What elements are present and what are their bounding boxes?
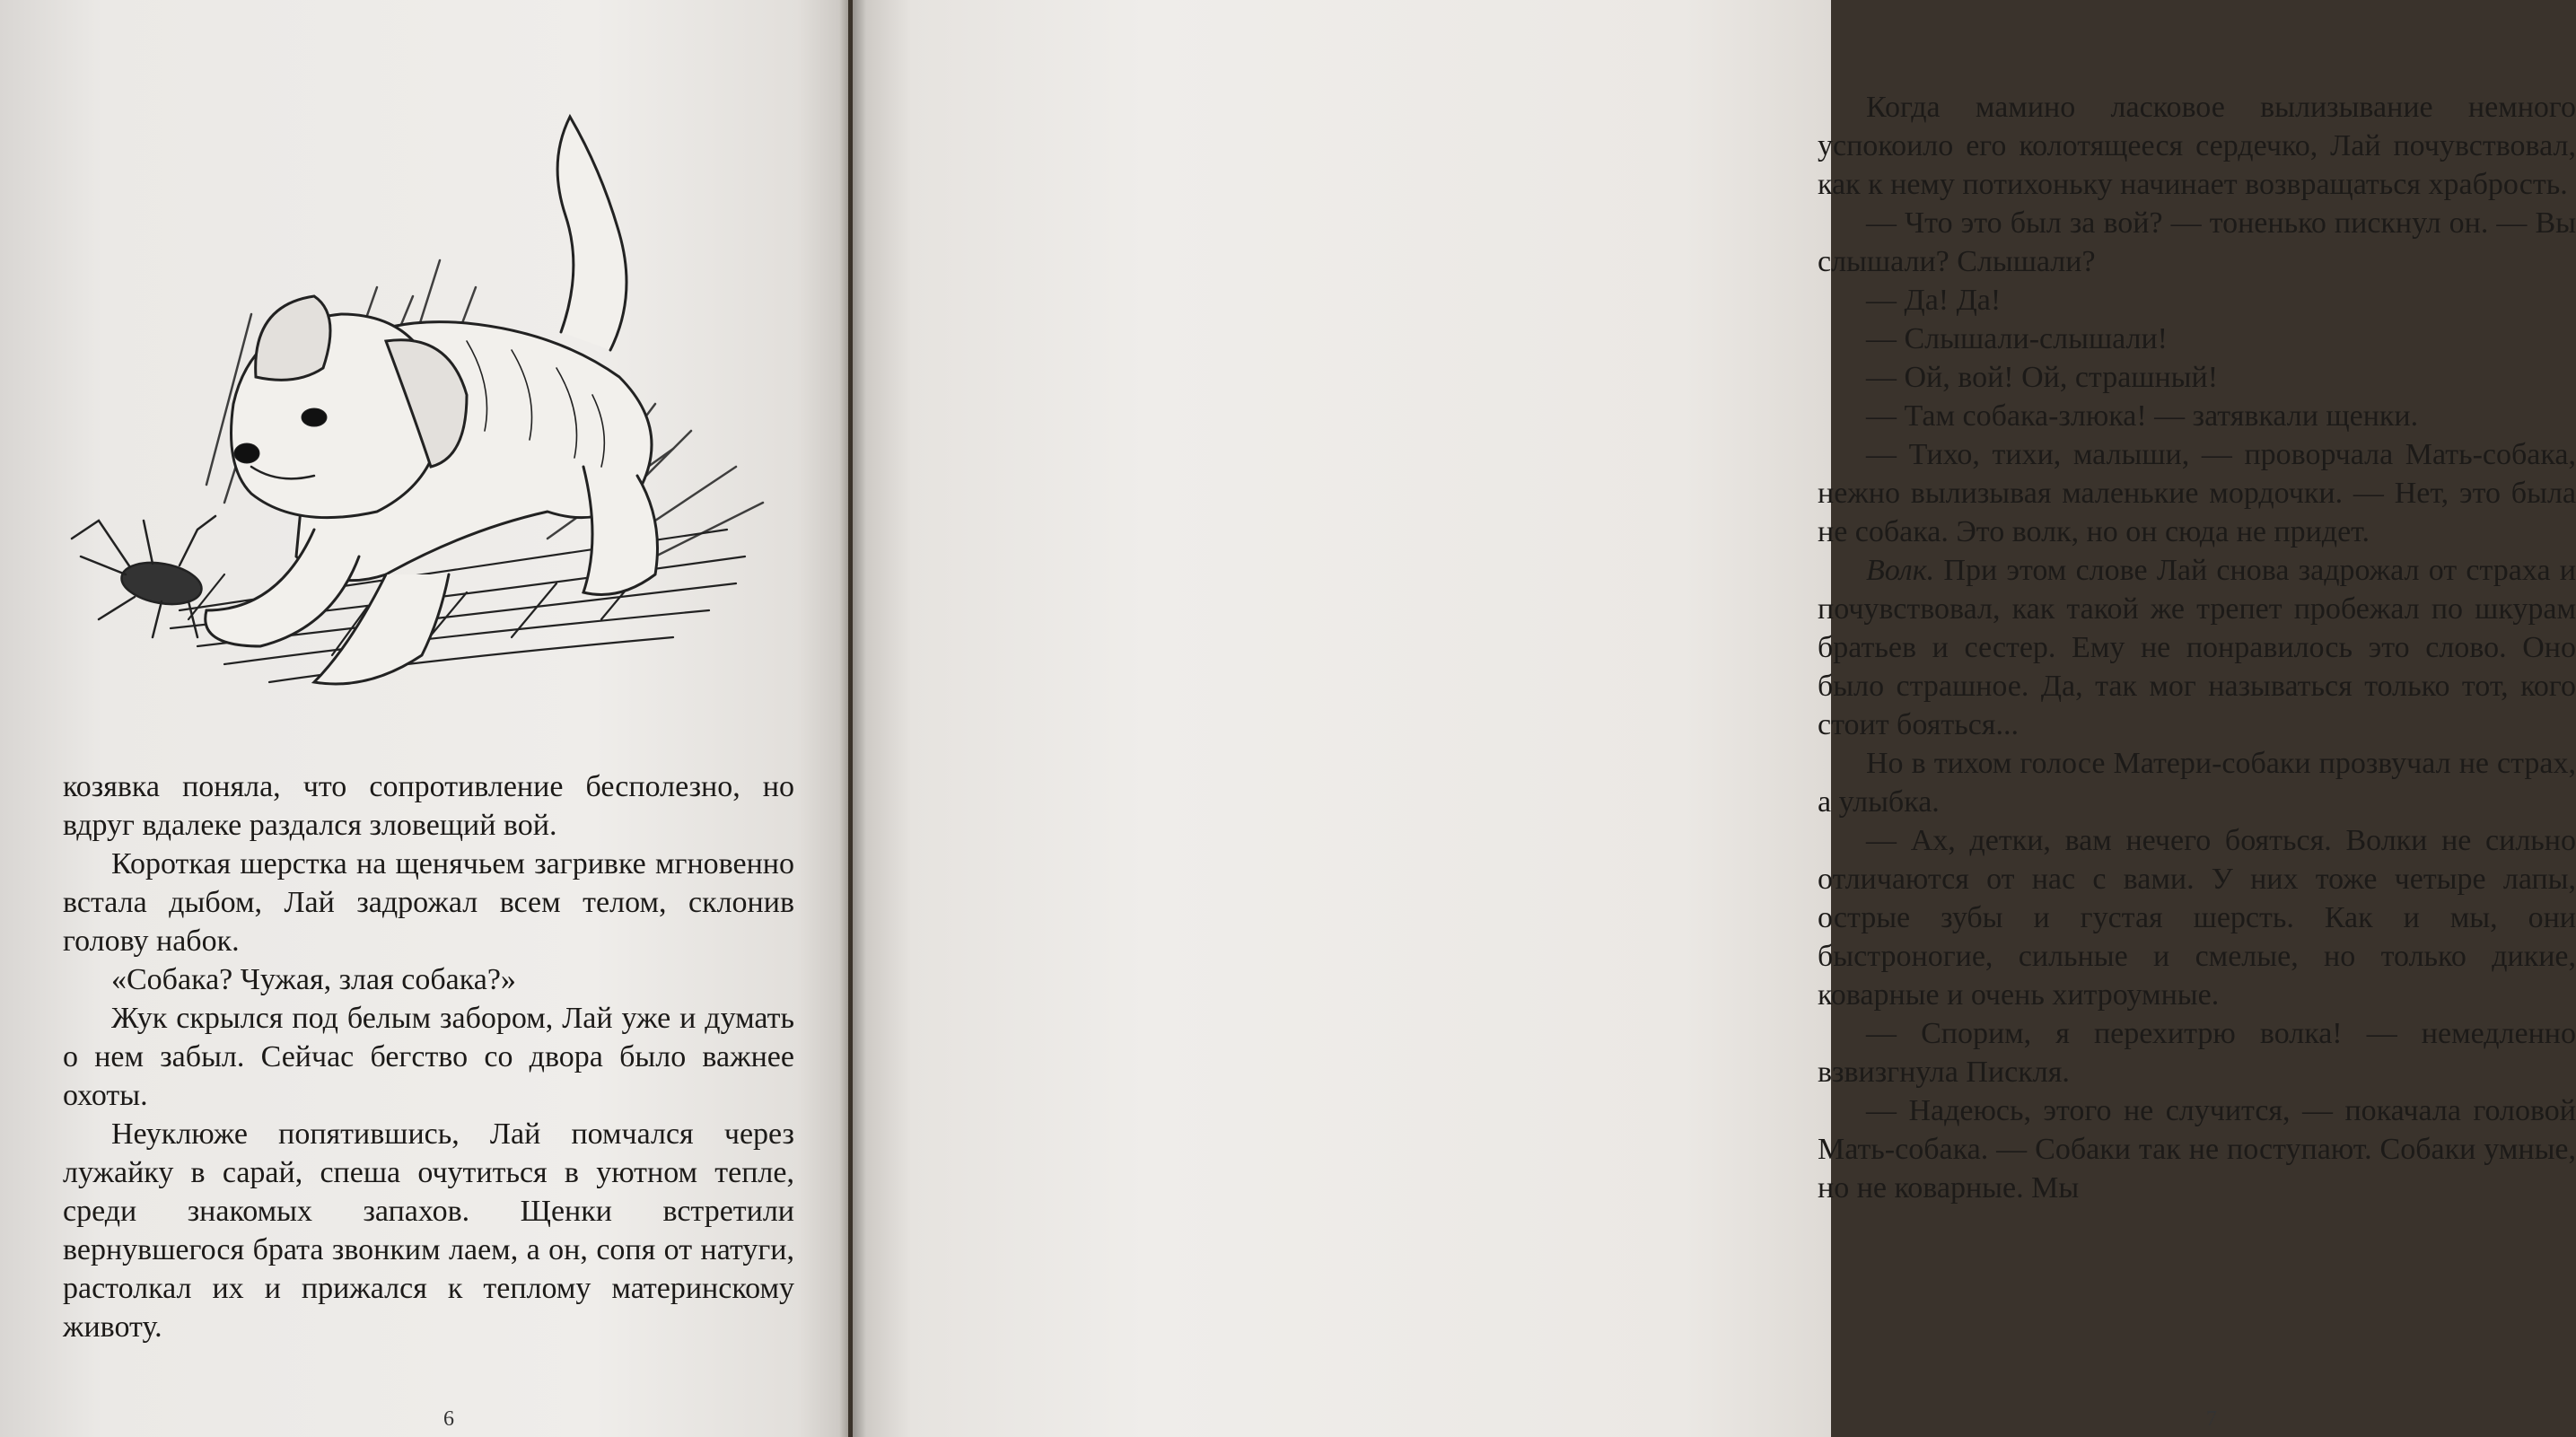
- paragraph: — Тихо, тихи, малыши, — проворчала Мать-собака, нежно вылизывая маленькие мордочки. — Нет, это была не собака. Это волк, но он сюда не придет.: [1818, 438, 2576, 548]
- paragraph: Но в тихом голосе Матери-собаки прозвучал не страх, а улыбка.: [1818, 747, 2576, 819]
- paragraph: «Собака? Чужая, злая собака?»: [111, 963, 516, 996]
- paragraph: Короткая шерстка на щенячьем загривке мгновенно встала дыбом, Лай задрожал всем телом, склонив голову набок.: [63, 847, 794, 958]
- page-number: 6: [443, 1407, 454, 1431]
- paragraph: Когда мамино ласковое вылизывание немного успокоило его колотящееся сердечко, Лай почувствовал, как к нему потихоньку начинает возвращаться храбрость.: [1818, 91, 2576, 201]
- left-page-text: [63, 767, 794, 1346]
- paragraph-text: При этом слове Лай снова задрожал от страха и почувствовал, как такой же трепет пробежал по шкурам братьев и сестер. Ему не понравилось это слово. Оно было страшное. Да, так мог называться только тот, кого стоит бояться...: [1818, 554, 2576, 741]
- paragraph: Жук скрылся под белым забором, Лай уже и думать о нем забыл. Сейчас бегство со двора было важнее охоты.: [63, 1002, 794, 1112]
- left-page: [0, 0, 848, 1437]
- paragraph: козявка поняла, что сопротивление бесполезно, но вдруг вдалеке раздался зловещий вой.: [63, 770, 794, 842]
- paragraph: [1818, 551, 2576, 744]
- italic-word: Волк.: [1866, 554, 1935, 587]
- paragraph: — Что это был за вой? — тоненько пискнул он. — Вы слышали? Слышали?: [1818, 206, 2576, 278]
- paragraph: — Слышали-слышали!: [1866, 322, 2168, 355]
- paragraph: — Ах, детки, вам нечего бояться. Волки не сильно отличаются от нас с вами. У них тоже четыре лапы, острые зубы и густая шерсть. Как и мы, они быстроногие, сильные и смелые, но только дикие, коварные и очень хитроумные.: [1818, 824, 2576, 1012]
- paragraph: — Ой, вой! Ой, страшный!: [1866, 361, 2219, 394]
- paragraph: — Надеюсь, этого не случится, — покачала головой Мать-собака. — Собаки так не поступают. Собаки умные, но не коварные. Мы: [1818, 1094, 2576, 1205]
- page-number: 7: [2206, 1407, 2217, 1431]
- paragraph: — Да! Да!: [1866, 284, 2002, 317]
- right-page: [853, 0, 2576, 1437]
- paragraph: — Там собака-злюка! — затявкали щенки.: [1866, 399, 2419, 433]
- puppy-illustration: [45, 108, 790, 691]
- paragraph: Неуклюже попятившись, Лай помчался через лужайку в сарай, спеша очутиться в уютном тепле, среди знакомых запахов. Щенки встретили вернувшегося брата звонким лаем, а он, сопя от натуги, растолкал их и прижался к теплому материнскому животу.: [63, 1117, 794, 1344]
- right-page-text: [1818, 88, 2576, 1207]
- paragraph: — Спорим, я перехитрю волка! — немедленно взвизгнула Пискля.: [1818, 1017, 2576, 1089]
- book-gutter: [839, 0, 866, 1437]
